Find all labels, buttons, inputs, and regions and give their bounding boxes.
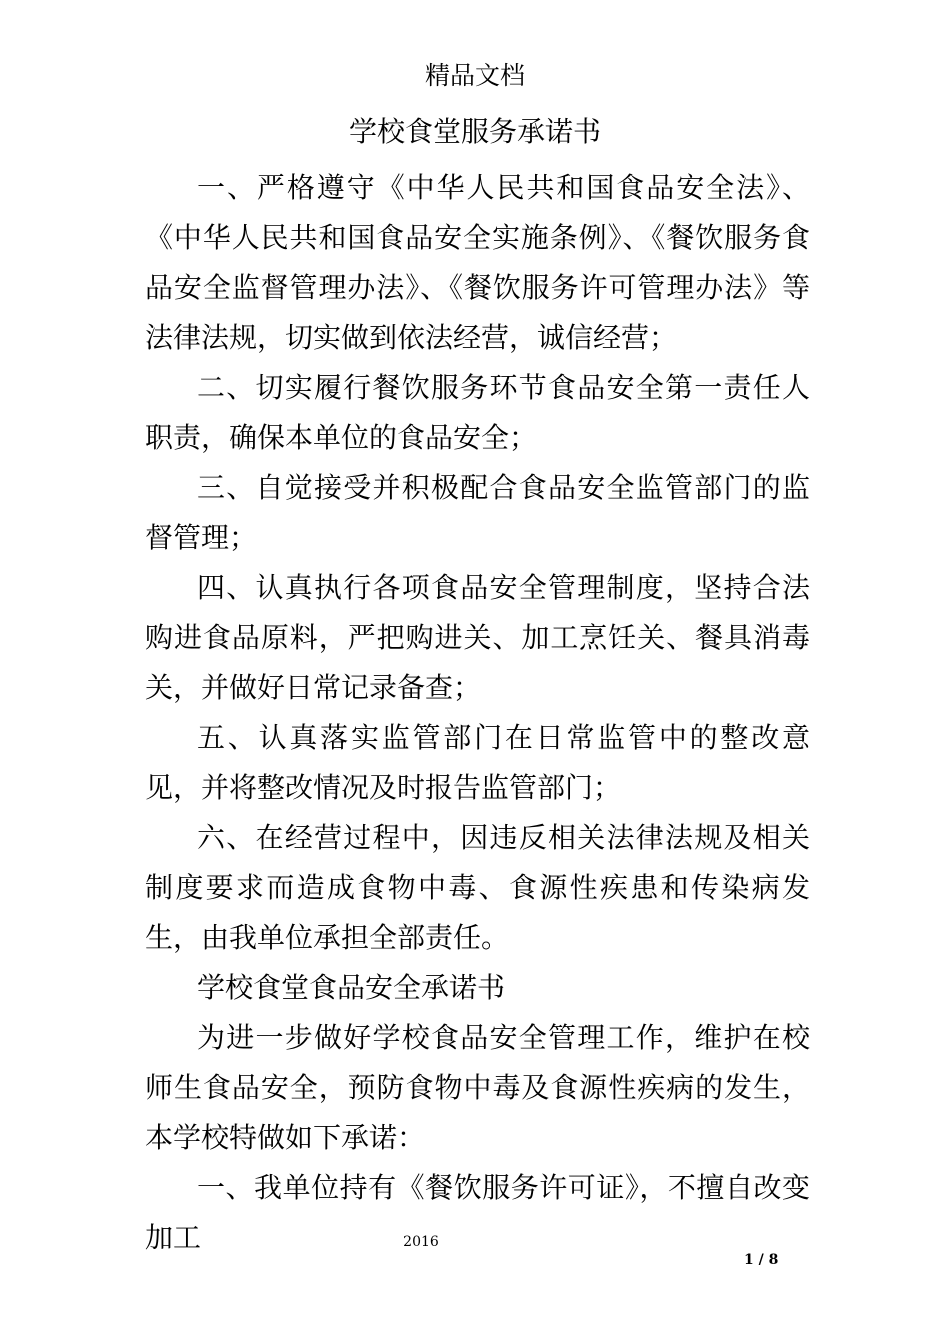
document-body bbox=[145, 163, 810, 1263]
paragraph: 一、我单位持有《餐饮服务许可证》，不擅自改变加工 bbox=[145, 1171, 810, 1254]
footer-year: 2016 bbox=[403, 1234, 439, 1250]
page-header: 精品文档 bbox=[424, 61, 525, 90]
paragraph: 四、认真执行各项食品安全管理制度，坚持合法购进食品原料，严把购进关、加工烹饪关、餐具消毒关，并做好日常记录备查； bbox=[145, 571, 810, 704]
document-title: 学校食堂服务承诺书 bbox=[348, 115, 601, 148]
paragraph: 为进一步做好学校食品安全管理工作，维护在校师生食品安全，预防食物中毒及食源性疾病的发生，本学校特做如下承诺： bbox=[145, 1021, 810, 1154]
paragraph: 一、严格遵守《中华人民共和国食品安全法》、《中华人民共和国食品安全实施条例》、《餐饮服务食品安全监督管理办法》、《餐饮服务许可管理办法》等法律法规，切实做到依法经营，诚信经营； bbox=[145, 171, 810, 354]
page-number: 1 / 8 bbox=[744, 1252, 779, 1268]
paragraph: 三、自觉接受并积极配合食品安全监管部门的监督管理； bbox=[145, 471, 810, 554]
section-heading: 学校食堂食品安全承诺书 bbox=[197, 971, 506, 1004]
paragraph: 二、切实履行餐饮服务环节食品安全第一责任人职责，确保本单位的食品安全； bbox=[145, 371, 810, 454]
paragraph: 五、认真落实监管部门在日常监管中的整改意见，并将整改情况及时报告监管部门； bbox=[145, 721, 810, 804]
paragraph: 六、在经营过程中，因违反相关法律法规及相关制度要求而造成食物中毒、食源性疾患和传染病发生，由我单位承担全部责任。 bbox=[145, 821, 810, 954]
